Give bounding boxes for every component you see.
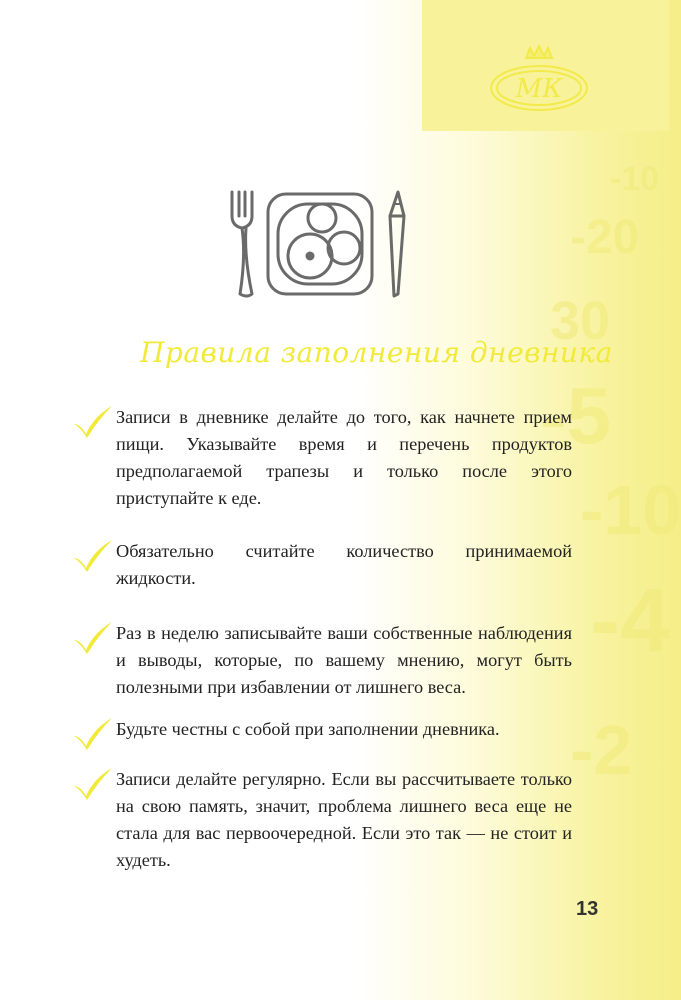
bg-digit: -2: [570, 711, 633, 789]
page-number: 13: [576, 898, 599, 920]
rule-text: Обязательно считайте количество принимаемой жидкости.: [116, 541, 572, 588]
logo-monogram: МК: [515, 74, 563, 104]
checkmark-icon: [72, 404, 114, 440]
bg-digit: -20: [570, 211, 640, 264]
rule-item: [72, 404, 572, 512]
bg-digit: -10: [580, 471, 681, 549]
plate-icon: [268, 194, 372, 294]
section-title: Правила заполнения дневника: [140, 336, 613, 369]
bg-digit: -5: [540, 371, 612, 460]
fork-icon: [232, 192, 252, 296]
rule-item: [72, 766, 572, 874]
bg-digit: -4: [590, 571, 671, 671]
crown-monogram-logo: [484, 44, 594, 114]
rule-text: Будьте честны с собой при заполнении дневника.: [116, 719, 500, 739]
checkmark-icon: [72, 766, 114, 802]
checkmark-icon: [72, 716, 114, 752]
pencil-icon: [390, 192, 404, 296]
rule-item: [72, 716, 572, 743]
rule-item: [72, 620, 572, 701]
bg-digit: -10: [610, 160, 660, 198]
checkmark-icon: [72, 620, 114, 656]
checkmark-icon: [72, 538, 114, 574]
rule-text: Записи в дневнике делайте до того, как начнете прием пищи. Указывайте время и перечень продуктов предполагаемой трапезы и только после этого приступайте к еде.: [116, 407, 572, 508]
rule-item: [72, 538, 572, 592]
plate-fork-pencil-illustration: [222, 186, 422, 301]
bg-digit: 30: [550, 291, 611, 351]
rule-text: Раз в неделю записывайте ваши собственные наблюдения и выводы, которые, по вашему мнению, могут быть полезными при избавлении от лишнего веса.: [116, 623, 572, 697]
rule-text: Записи делайте регулярно. Если вы рассчитываете только на свою память, значит, проблема лишнего веса еще не стала для вас первоочередной. Если это так — не стоит и худеть.: [116, 769, 572, 870]
